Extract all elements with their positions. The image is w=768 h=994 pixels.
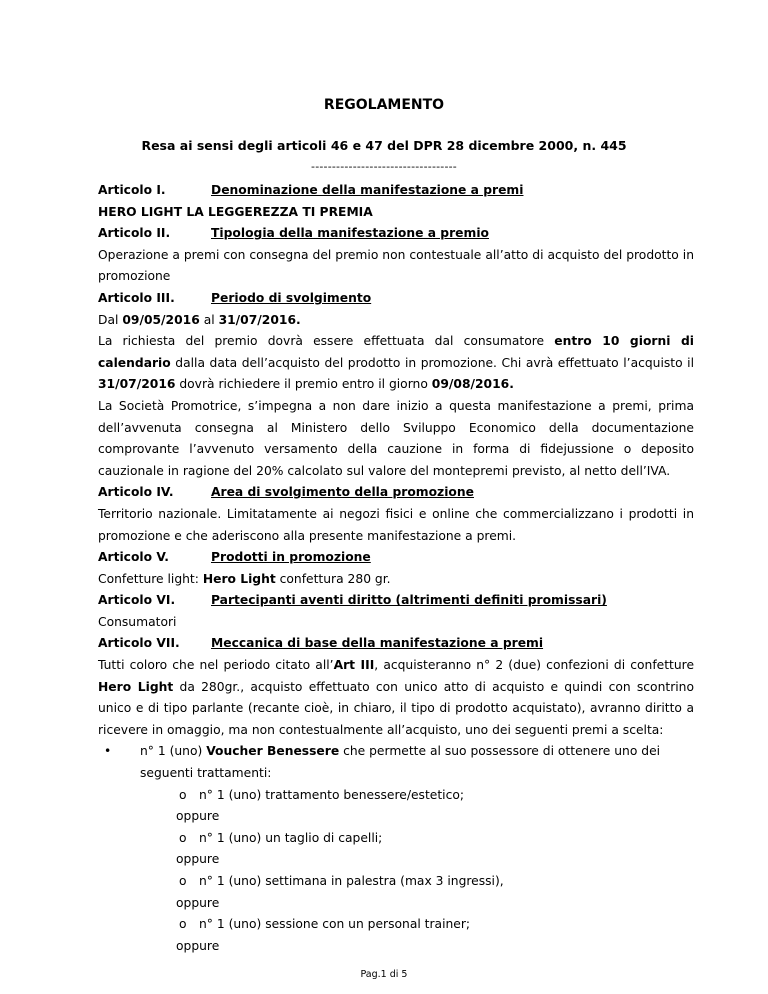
article-title: Meccanica di base della manifestazione a premi [211, 636, 544, 651]
paragraph: Consumatori [98, 614, 177, 629]
separator-line: ----------------------------------- [311, 160, 457, 173]
article-title: Tipologia della manifestazione a premio [211, 226, 489, 241]
paragraph [98, 331, 694, 396]
end-date: 31/07/2016. [218, 312, 301, 327]
circle-bullet-icon: o [179, 874, 187, 888]
article-number: Articolo VI. [98, 593, 176, 608]
start-date: 09/05/2016 [122, 312, 200, 327]
document-title: REGOLAMENTO [323, 97, 445, 113]
paragraph: La Società Promotrice, s’impegna a non dare inizio a questa manifestazione a premi, prima dell’avvenuta consegna al Ministero dello Sviluppo Economico della documentazione comprovante l’avvenuto versamento della cauzione in forma di fidejussione o deposito cauzionale in ragione del 20% calcolato sul valore del montepremi previsto, al netto dell’IVA. [98, 398, 694, 478]
oppure-text: oppure [176, 809, 220, 824]
article-number: Articolo I. [98, 183, 166, 197]
text-run: che permette al suo possessore di ottenere uno dei seguenti trattamenti: [140, 744, 661, 781]
bullet-icon: • [104, 744, 112, 759]
page-number: Pag.1 di 5 [360, 969, 408, 980]
article-title: Partecipanti aventi diritto (altrimenti definiti promissari) [211, 593, 607, 608]
sub-list-item [98, 785, 694, 807]
article-title: Periodo di svolgimento [211, 290, 372, 305]
paragraph [98, 569, 694, 591]
bold-text: Voucher Benessere [206, 744, 340, 759]
article-heading-3 [98, 288, 694, 310]
bold-text: Art III [333, 658, 375, 673]
text-run: n° 1 (uno) trattamento benessere/estetico; [199, 787, 465, 802]
text-run: Tutti coloro che nel periodo citato all’ [98, 658, 334, 673]
article-heading-4 [98, 482, 694, 504]
article-heading-1 [98, 180, 694, 202]
text-run: La richiesta del premio dovrà essere effettuata dal consumatore [98, 334, 555, 349]
paragraph: Operazione a premi con consegna del premio non contestuale all’atto di acquisto del prodotto in promozione [98, 247, 694, 284]
paragraph: Territorio nazionale. Limitatamente ai negozi fisici e online che commercializzano i prodotti in promozione e che aderiscono alla presente manifestazione a premi. [98, 506, 694, 543]
circle-bullet-icon: o [179, 830, 187, 845]
list-item [98, 741, 694, 784]
text-run: n° 1 (uno) settimana in palestra (max 3 ingressi), [199, 874, 504, 888]
bold-text: Hero Light [98, 679, 174, 694]
text-run: dovrà richiedere il premio entro il giorno [175, 377, 432, 392]
text-run: da 280gr., acquisto effettuato con unico atto di acquisto e quindi con scontrino unico e di tipo parlante (recante cioè, in chiaro, il tipo di prodotto acquistato), avranno diritto a ricevere in omaggio, ma non contestualmente all’acquisto, uno dei seguenti premi a scelta: [98, 679, 694, 737]
oppure-text: oppure [176, 852, 220, 867]
text-run: Dal [98, 312, 123, 327]
oppure-text: oppure [176, 938, 220, 953]
text-run: al [199, 312, 219, 327]
sub-list-item [98, 828, 694, 850]
article-heading-7 [98, 633, 694, 655]
text-run: n° 1 (uno) [140, 744, 207, 759]
article-heading-5 [98, 547, 694, 569]
text-run: n° 1 (uno) sessione con un personal trainer; [199, 917, 471, 932]
article-number: Articolo III. [98, 290, 175, 305]
oppure-text: oppure [176, 895, 220, 910]
article-title: Area di svolgimento della promozione [211, 485, 474, 500]
bold-text: entro 10 giorni di calendario [98, 334, 694, 370]
bold-date: 09/08/2016. [431, 377, 514, 392]
text-run: , acquisteranno n° 2 (due) confezioni di confetture [374, 658, 695, 673]
promotion-name: HERO LIGHT LA LEGGEREZZA TI PREMIA [98, 204, 373, 219]
circle-bullet-icon: o [179, 917, 187, 932]
article-number: Articolo VII. [98, 636, 180, 651]
circle-bullet-icon: o [179, 787, 187, 802]
text-run: confettura 280 gr. [275, 571, 391, 586]
bold-text: Hero Light [202, 571, 276, 586]
bold-date: 31/07/2016 [98, 377, 176, 392]
article-heading-2 [98, 223, 694, 245]
article-number: Articolo II. [98, 226, 171, 241]
paragraph [98, 655, 694, 741]
document-subtitle: Resa ai sensi degli articoli 46 e 47 del DPR 28 dicembre 2000, n. 445 [141, 138, 627, 153]
article-title: Denominazione della manifestazione a premi [211, 183, 524, 197]
article-title: Prodotti in promozione [211, 550, 371, 565]
article-number: Articolo IV. [98, 485, 174, 500]
text-run: dalla data dell’acquisto del prodotto in promozione. Chi avrà effettuato l’acquisto il [170, 355, 694, 370]
document-body [98, 180, 694, 957]
text-run: Confetture light: [98, 571, 203, 586]
text-run: n° 1 (uno) un taglio di capelli; [199, 830, 383, 845]
article-number: Articolo V. [98, 550, 169, 565]
sub-list-item [98, 871, 694, 893]
article-heading-6 [98, 590, 694, 612]
paragraph [98, 310, 694, 332]
sub-list-item [98, 914, 694, 936]
